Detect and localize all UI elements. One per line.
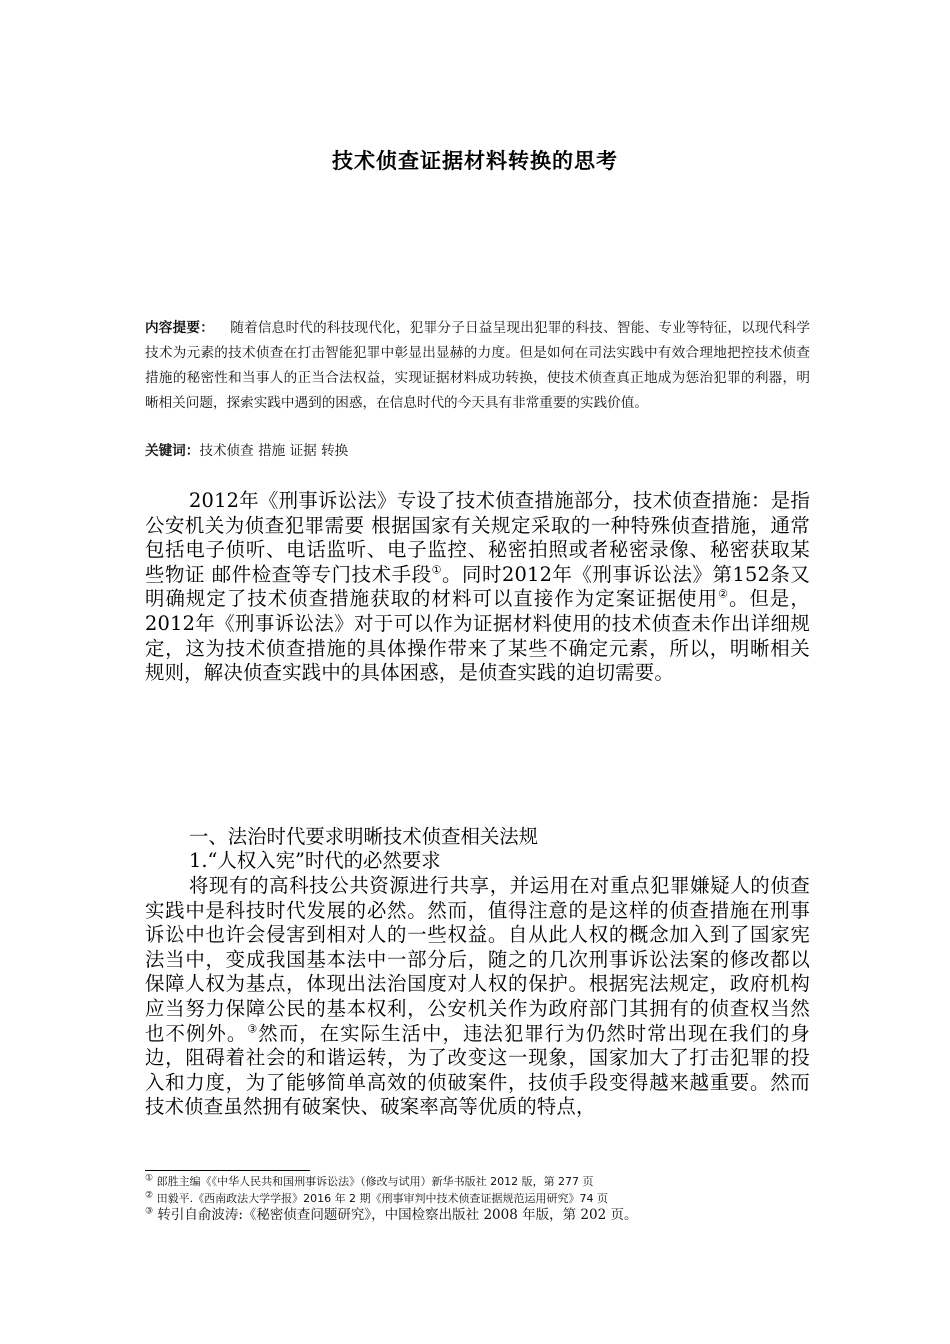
- footnote-1: [145, 1173, 825, 1190]
- footnote-mark: ③: [145, 1206, 154, 1217]
- footnote-mark: ②: [145, 1190, 154, 1201]
- keywords-text: 技术侦查 措施 证据 转换: [199, 443, 349, 459]
- footnote-text: 田毅平.《西南政法大学学报》2016 年 2 期《刑事审判中技术侦查证据规范运用研究》74 页: [156, 1192, 609, 1205]
- footnote-ref-1[interactable]: ①: [431, 563, 443, 577]
- paragraph-text: 2012年《刑事诉讼法》专设了技术侦查措施部分，技术侦查措施：是指公安机关为侦查犯罪需要 根据国家有关规定采取的一种特殊侦查措施，通常包括电子侦听、电话监听、电子监控、秘密拍照或者秘密录像、秘密获取某些物证 邮件检查等专门技术手段: [145, 489, 810, 586]
- subsection-heading: 1.“人权入宪”时代的必然要求: [189, 849, 441, 872]
- paragraph-text: 。同时2012年《刑事诉讼法》第152条又明确规定了技术侦查措施获取的材料可以直接作为定案证据使用: [145, 562, 811, 611]
- keywords: [145, 439, 810, 464]
- document-title: 技术侦查证据材料转换的思考: [332, 149, 618, 173]
- footnote-2: [145, 1190, 825, 1207]
- body-paragraph-1: [145, 489, 810, 686]
- paragraph-text: 将现有的高科技公共资源进行共享，并运用在对重点犯罪嫌疑人的侦查实践中是科技时代发展的必然。然而，值得注意的是这样的侦查措施在刑事诉讼中也许会侵害到相对人的一些权益。自从此人权的概念加入到了国家宪法当中，变成我国基本法中一部分后，随之的几次刑事诉讼法案的修改都以保障人权为基点，体现出法治国度对人权的保护。根据宪法规定，政府机构应当努力保障公民的基本权利，公安机关作为政府部门其拥有的侦查权当然也不例外。: [145, 874, 810, 1045]
- paragraph-text: 。但是，2012年《刑事诉讼法》对于可以作为证据材料使用的技术侦查未作出详细规定，这为技术侦查措施的具体操作带来了某些不确定元素，所以，明晰相关规则，解决侦查实践中的具体困惑，是侦查实践的迫切需要。: [145, 587, 810, 685]
- footnote-3: [145, 1207, 825, 1224]
- footnote-text: 转引自俞波涛:《秘密侦查问题研究》，中国检察出版社 2008 年版，第 202 页。: [157, 1207, 638, 1223]
- footnotes: [145, 1173, 825, 1224]
- footnote-mark: ①: [145, 1173, 154, 1184]
- abstract: [145, 316, 810, 416]
- footnote-text: 郎胜主编《《中华人民共和国刑事诉讼法》（修改与试用）新华书版社 2012 版，第 277 页: [156, 1175, 594, 1188]
- abstract-label: 内容提要：: [145, 320, 215, 336]
- abstract-text: 随着信息时代的科技现代化，犯罪分子日益呈现出犯罪的科技、智能、专业等特征，以现代科学技术为元素的技术侦查在打击智能犯罪中彰显出显赫的力度。但是如何在司法实践中有效合理地把控技术侦查措施的秘密性和当事人的正当合法权益，实现证据材料成功转换，使技术侦查真正地成为惩治犯罪的利器，明晰相关问题，探索实践中遇到的困惑，在信息时代的今天具有非常重要的实践价值。: [145, 320, 811, 411]
- section-heading: 一、法治时代要求明晰技术侦查相关法规: [189, 825, 539, 848]
- keywords-label: 关键词：: [145, 443, 200, 459]
- paragraph-text: 然而，在实际生活中，违法犯罪行为仍然时常出现在我们的身边，阻碍着社会的和谐运转，为了改变这一现象，国家加大了打击犯罪的投入和力度，为了能够简单高效的侦破案件，技侦手段变得越来越重要。然而技术侦查虽然拥有破案快、破案率高等优质的特点，: [145, 1021, 811, 1119]
- footnote-separator: [145, 1170, 310, 1171]
- body-paragraph-2: [145, 874, 810, 1120]
- footnote-ref-2[interactable]: ②: [718, 587, 729, 601]
- footnote-ref-3[interactable]: ③: [247, 1022, 259, 1036]
